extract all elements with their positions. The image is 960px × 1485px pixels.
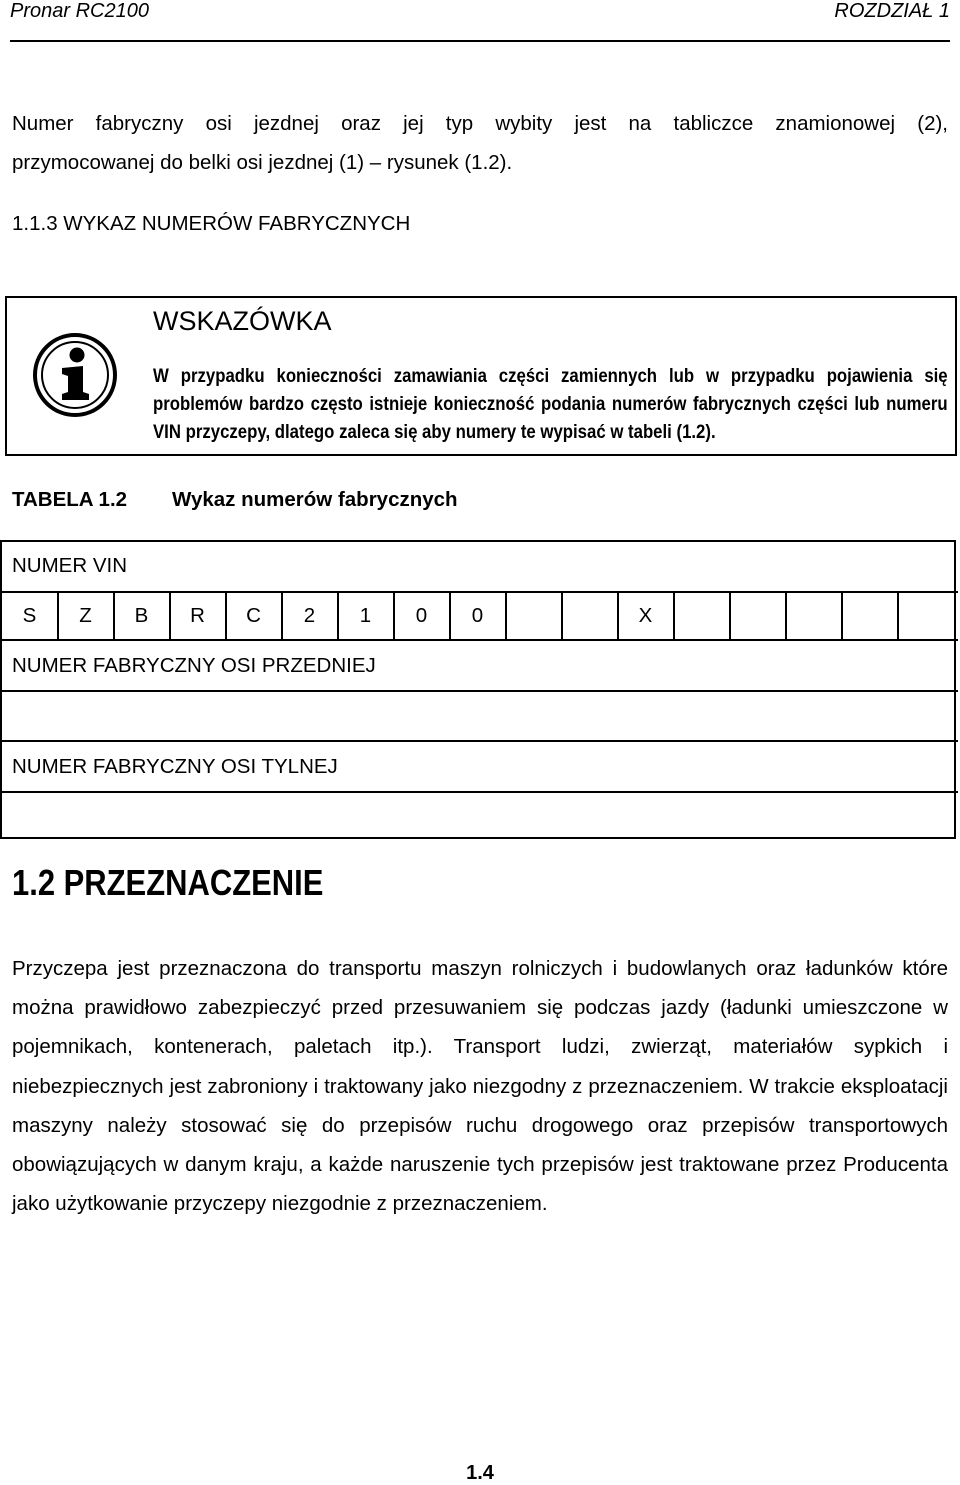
front-axle-label: NUMER FABRYCZNY OSI PRZEDNIEJ xyxy=(12,654,376,677)
vin-cell[interactable]: R xyxy=(190,603,205,627)
vin-cell[interactable]: 2 xyxy=(303,603,316,627)
rear-axle-label: NUMER FABRYCZNY OSI TYLNEJ xyxy=(12,755,338,778)
table-rule xyxy=(0,639,958,641)
intro-paragraph xyxy=(12,104,948,182)
section-113-title: 1.1.3 WYKAZ NUMERÓW FABRYCZNYCH xyxy=(12,212,411,235)
table-rule xyxy=(0,740,958,742)
table-caption-number: TABELA 1.2 xyxy=(12,488,128,511)
vin-cell[interactable] xyxy=(842,592,897,639)
table-caption-title: Wykaz numerów fabrycznych xyxy=(172,488,458,511)
vin-cell[interactable] xyxy=(730,592,785,639)
vin-cell[interactable]: C xyxy=(246,603,261,627)
vin-cell[interactable]: 0 xyxy=(471,603,484,627)
info-icon xyxy=(32,332,118,418)
vin-cell[interactable]: X xyxy=(638,603,653,627)
intro-line-1: Numer fabryczny osi jezdnej oraz jej typ wybity jest na tabliczce znamionowej (2), xyxy=(12,112,948,135)
vin-cell[interactable] xyxy=(786,592,841,639)
header-rule xyxy=(10,40,950,42)
page-number: 1.4 xyxy=(466,1462,494,1484)
intro-line-2: przymocowanej do belki osi jezdnej (1) – rysunek (1.2). xyxy=(12,151,513,174)
vin-cell[interactable] xyxy=(506,592,561,639)
vin-cell[interactable]: B xyxy=(134,603,149,627)
note-title: WSKAZÓWKA xyxy=(153,306,332,336)
section-12-paragraph: Przyczepa jest przeznaczona do transportu maszyn rolniczych i budowlanych oraz ładunków które można prawidłowo zabezpieczyć przed przesuwaniem się podczas jazdy (ładunki umieszczone w pojemnikach, kontenerach, paletach itp.). Transport ludzi, zwierząt, materiałów sypkich i niebezpiecznych jest zabroniony i traktowany jako niezgodny z przeznaczeniem. W trakcie eksploatacji maszyny należy stosować się do przepisów ruchu drogowego oraz przepisów transportowych obowiązujących w danym kraju, a każde naruszenie tych przepisów jest traktowane przez Producenta jako użytkowanie przyczepy niezgodnie z przeznaczeniem. xyxy=(12,957,948,1216)
vin-cell[interactable]: S xyxy=(22,603,37,627)
rear-axle-number-field[interactable] xyxy=(2,793,960,837)
header-left: Pronar RC2100 xyxy=(10,0,149,22)
vin-cell[interactable]: 1 xyxy=(359,603,372,627)
vin-cell[interactable]: Z xyxy=(79,603,92,627)
vin-cell[interactable] xyxy=(562,592,617,639)
note-text: W przypadku konieczności zamawiania części zamiennych lub w przypadku pojawienia się problemów bardzo często istnieje konieczność podania numerów fabrycznych części lub numeru VIN przyczepy, dlatego zaleca się aby numery te wypisać w tabeli (1.2). xyxy=(153,365,948,443)
section-12-title: 1.2 PRZEZNACZENIE xyxy=(12,862,324,903)
vin-cell[interactable]: 0 xyxy=(415,603,428,627)
vin-cell[interactable] xyxy=(898,592,954,639)
header-right: ROZDZIAŁ 1 xyxy=(834,0,950,22)
vin-cell[interactable] xyxy=(674,592,729,639)
front-axle-number-field[interactable] xyxy=(2,692,960,739)
vin-label: NUMER VIN xyxy=(12,554,128,577)
